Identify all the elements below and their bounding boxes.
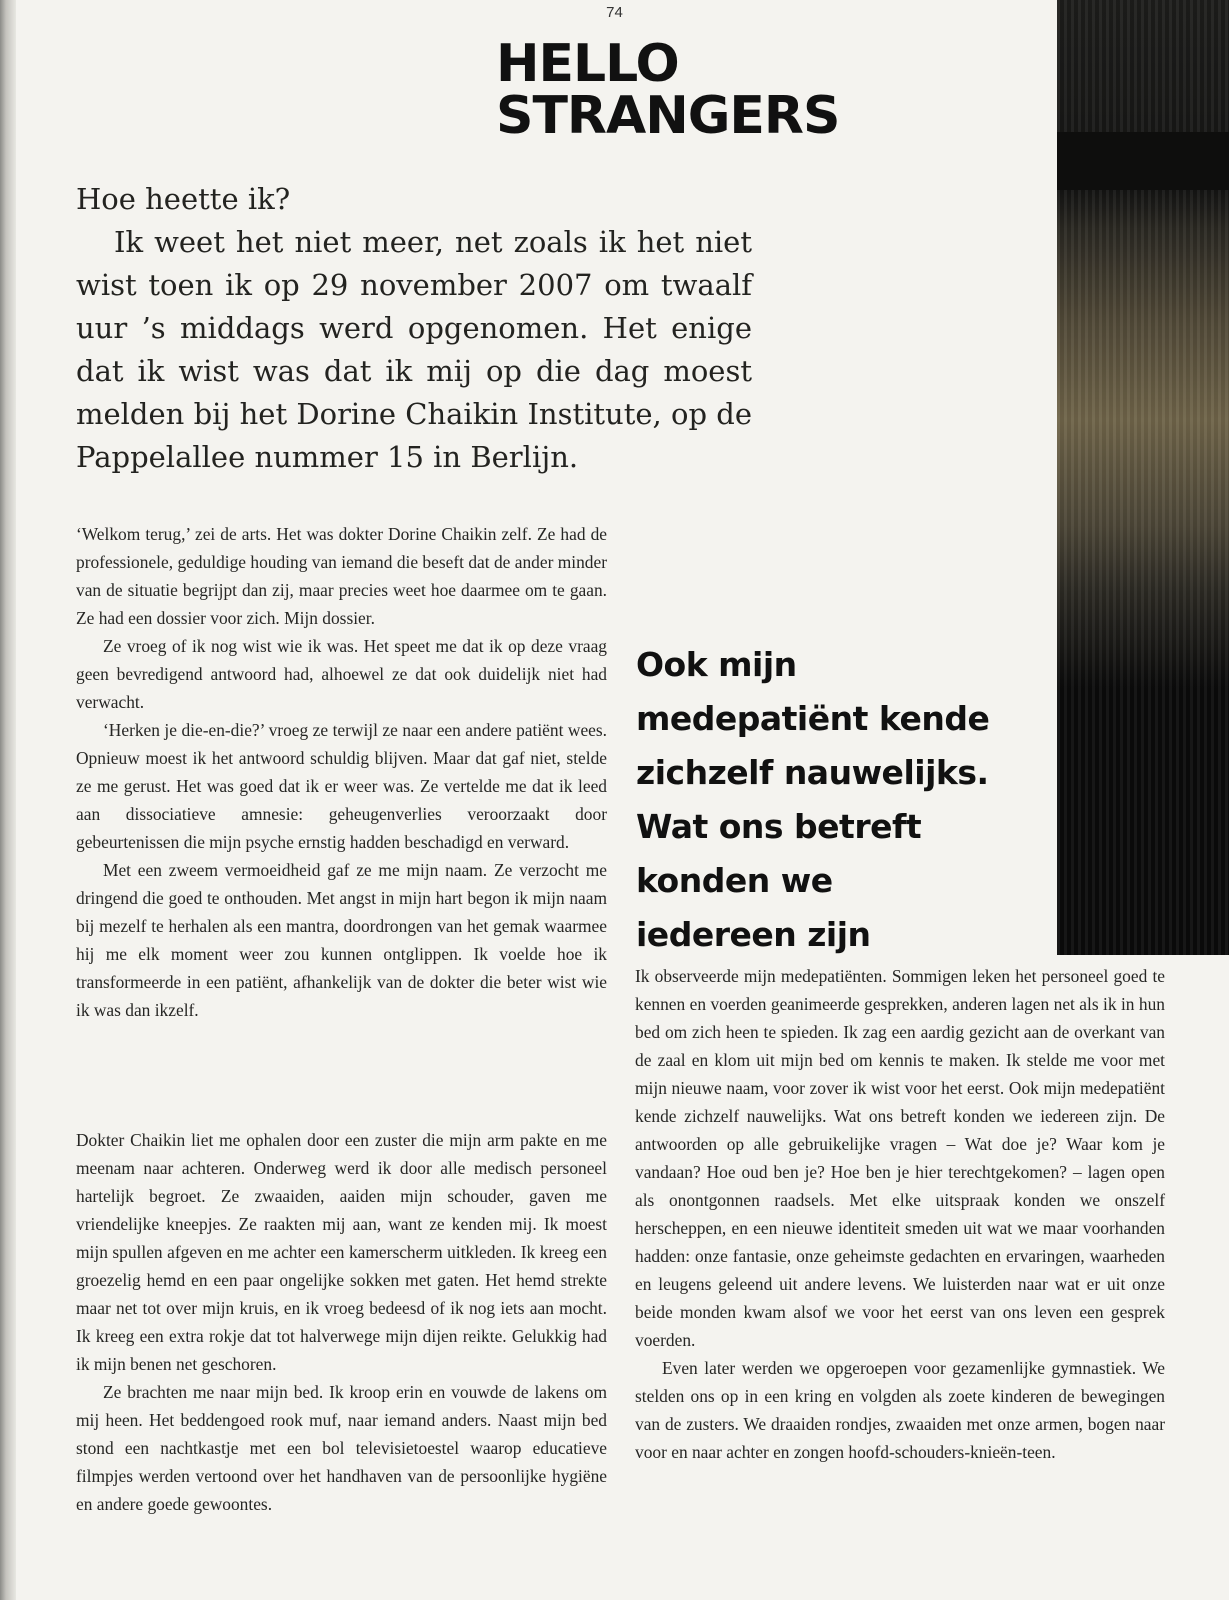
body-column-right (635, 962, 1165, 1466)
curtain-rod-shadow (1057, 132, 1229, 190)
intro-question: Hoe heette ik? (76, 182, 291, 216)
curtain-photo (1057, 0, 1229, 955)
article-title (496, 34, 840, 146)
title-line: HELLO (496, 34, 679, 94)
pull-quote-line: iedereen zijn (636, 915, 871, 954)
body-paragraph: Ik observeerde mijn medepatiënten. Sommigen leken het personeel goed te kennen en voerden geanimeerde gesprekken, anderen lagen net als ik in hun bed om zich heen te spieden. Ik zag een aardig gezicht aan de overkant van de zaal en klom uit mijn bed om kennis te maken. Ik stelde me voor met mijn nieuwe naam, voor zover ik wist voor het eerst. Ook mijn medepatiënt kende zichzelf nauwelijks. Wat ons betreft konden we iedereen zijn. De antwoorden op alle gebruikelijke vragen – Wat doe je? Waar kom je vandaan? Hoe oud ben je? Hoe ben je hier terechtgekomen? – lagen open als onontgonnen raadsels. Met elke uitspraak konden we onszelf herscheppen, en een nieuwe identiteit smeden uit wat we maar voorhanden hadden: onze fantasie, onze geheimste gedachten en ervaringen, waarheden en leugens geleend uit andere levens. We luisterden naar wat er uit onze beide monden kwam alsof we voor het eerst van ons leven een gesprek voerden. (635, 966, 1165, 1350)
body-paragraph: Dokter Chaikin liet me ophalen door een zuster die mijn arm pakte en me meenam naar achteren. Onderweg werd ik door alle medisch personeel hartelijk begroet. Ze zwaaiden, aaiden mijn schouder, gaven me vriendelijke kneepjes. Ze raakten mij aan, want ze kenden mij. Ik moest mijn spullen afgeven en me achter een kamerscherm uitkleden. Ik kreeg een groezelig hemd en een paar ongelijke sokken met gaten. Het hemd strekte maar net tot over mijn kruis, en ik vroeg bedeesd of ik nog iets aan mocht. Ik kreeg een extra rokje dat tot halverwege mijn dijen reikte. Gelukkig had ik mijn benen net geschoren. (76, 1130, 607, 1374)
body-paragraph: Ze vroeg of ik nog wist wie ik was. Het speet me dat ik op deze vraag geen bevredigend antwoord had, alhoewel ze dat ook duidelijk niet had verwacht. (76, 636, 607, 712)
pull-quote-line: medepatiënt kende (636, 699, 990, 738)
body-column-left (76, 520, 607, 1024)
page-number: 74 (606, 4, 623, 21)
body-paragraph: ‘Herken je die-en-die?’ vroeg ze terwijl ze naar een andere patiënt wees. Opnieuw moest ik het antwoord schuldig blijven. Maar dat gaf niet, stelde ze me gerust. Het was goed dat ik er weer was. Ze vertelde me dat ik leed aan dissociatieve amnesie: geheugenverlies veroorzaakt door gebeurtenissen die mijn psyche ernstig hadden beschadigd en verward. (76, 720, 607, 852)
pull-quote-line: Wat ons betreft (636, 807, 922, 846)
body-paragraph: ‘Welkom terug,’ zei de arts. Het was dokter Dorine Chaikin zelf. Ze had de professionele, geduldige houding van iemand die beseft dat de ander minder van de situatie begrijpt dan zij, maar precies weet hoe daarmee om te gaan. Ze had een dossier voor zich. Mijn dossier. (76, 524, 607, 628)
pull-quote (636, 638, 1076, 962)
pull-quote-line: Ook mijn (636, 645, 797, 684)
pull-quote-line: konden we (636, 861, 833, 900)
page-gutter (0, 0, 16, 1600)
pull-quote-line: zichzelf nauwelijks. (636, 753, 989, 792)
body-paragraph: Met een zweem vermoeidheid gaf ze me mijn naam. Ze verzocht me dringend die goed te onthouden. Met angst in mijn hart begon ik mijn naam bij mezelf te herhalen als een mantra, doordrongen van het gemak waarmee hij me elk moment weer zou kunnen ontglippen. Ik voelde hoe ik transformeerde in een patiënt, afhankelijk van de dokter die beter wist wie ik was dan ikzelf. (76, 860, 607, 1020)
body-paragraph: Ze brachten me naar mijn bed. Ik kroop erin en vouwde de lakens om mij heen. Het beddengoed rook muf, naar iemand anders. Naast mijn bed stond een nachtkastje met een bol televisietoestel waarop educatieve filmpjes werden vertoond over het handhaven van de persoonlijke hygiëne en andere goede gewoontes. (76, 1382, 607, 1514)
title-line: STRANGERS (496, 86, 840, 146)
intro-lede (76, 178, 752, 479)
intro-paragraph: Ik weet het niet meer, net zoals ik het niet wist toen ik op 29 november 2007 om twaalf uur ’s middags werd opgenomen. Het enige dat ik wist was dat ik mij op die dag moest melden bij het Dorine Chaikin Institute, op de Pappelallee nummer 15 in Berlijn. (76, 225, 752, 474)
body-column-left-lower (76, 1126, 607, 1518)
body-paragraph: Even later werden we opgeroepen voor gezamenlijke gymnastiek. We stelden ons op in een kring en volgden als zoete kinderen de bewegingen van de zusters. We draaiden rondjes, zwaaiden met onze armen, bogen naar voor en naar achter en zongen hoofd-schouders-knieën-teen. (635, 1358, 1165, 1462)
